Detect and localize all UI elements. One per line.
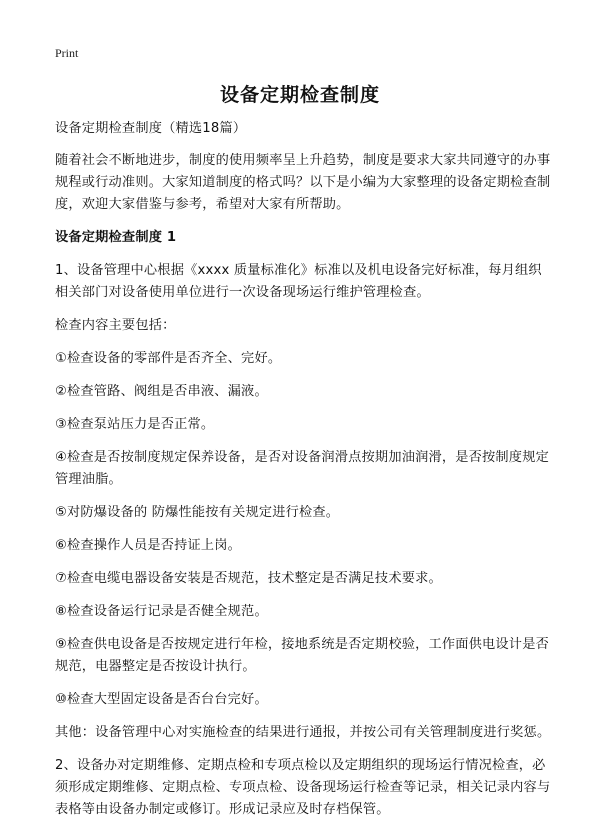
document-body bbox=[55, 118, 555, 832]
check-item-8: ⑧检查设备运行记录是否健全规范。 bbox=[55, 604, 268, 619]
check-item-3: ③检查泵站压力是否正常。 bbox=[55, 417, 215, 432]
check-item-7: ⑦检查电缆电器设备安装是否规范，技术整定是否满足技术要求。 bbox=[55, 571, 442, 586]
section-heading: 设备定期检查制度 1 bbox=[55, 230, 177, 245]
check-intro: 检查内容主要包括： bbox=[55, 318, 176, 333]
other-paragraph: 其他：设备管理中心对实施检查的结果进行通报，并按公司有关管理制度进行奖惩。 bbox=[55, 725, 551, 740]
check-item-4: ④检查是否按制度规定保养设备，是否对设备润滑点按期加油润滑，是否按制度规定管理油脂。 bbox=[55, 450, 549, 487]
check-item-5: ⑤对防爆设备的 防爆性能按有关规定进行检查。 bbox=[55, 505, 340, 520]
print-label[interactable]: Print bbox=[55, 46, 79, 60]
check-item-9: ⑨检查供电设备是否按规定进行年检，接地系统是否定期校验，工作面供电设计是否规范，电器整定是否按设计执行。 bbox=[55, 637, 549, 674]
check-item-2: ②检查管路、阀组是否串液、漏液。 bbox=[55, 384, 268, 399]
intro-paragraph: 随着社会不断地进步，制度的使用频率呈上升趋势，制度是要求大家共同遵守的办事规程或行动准则。大家知道制度的格式吗？以下是小编为大家整理的设备定期检查制度，欢迎大家借鉴与参考，希望对大家有所帮助。 bbox=[55, 153, 551, 212]
check-item-6: ⑥检查操作人员是否持证上岗。 bbox=[55, 538, 242, 553]
paragraph-1: 1、设备管理中心根据《xxxx 质量标准化》标准以及机电设备完好标准，每月组织相关部门对设备使用单位进行一次设备现场运行维护管理检查。 bbox=[55, 263, 542, 300]
check-item-10: ⑩检查大型固定设备是否台台完好。 bbox=[55, 692, 268, 707]
paragraph-2: 2、设备办对定期维修、定期点检和专项点检以及定期组织的现场运行情况检查，必须形成定期维修、定期点检、专项点检、设备现场运行检查等记录，相关记录内容与表格等由设备办制定或修订。形成记录应及时存档保管。 bbox=[55, 758, 551, 817]
page-title: 设备定期检查制度 bbox=[219, 84, 380, 106]
check-item-1: ①检查设备的零部件是否齐全、完好。 bbox=[55, 351, 282, 366]
document-subtitle: 设备定期检查制度（精选18篇） bbox=[55, 121, 247, 136]
